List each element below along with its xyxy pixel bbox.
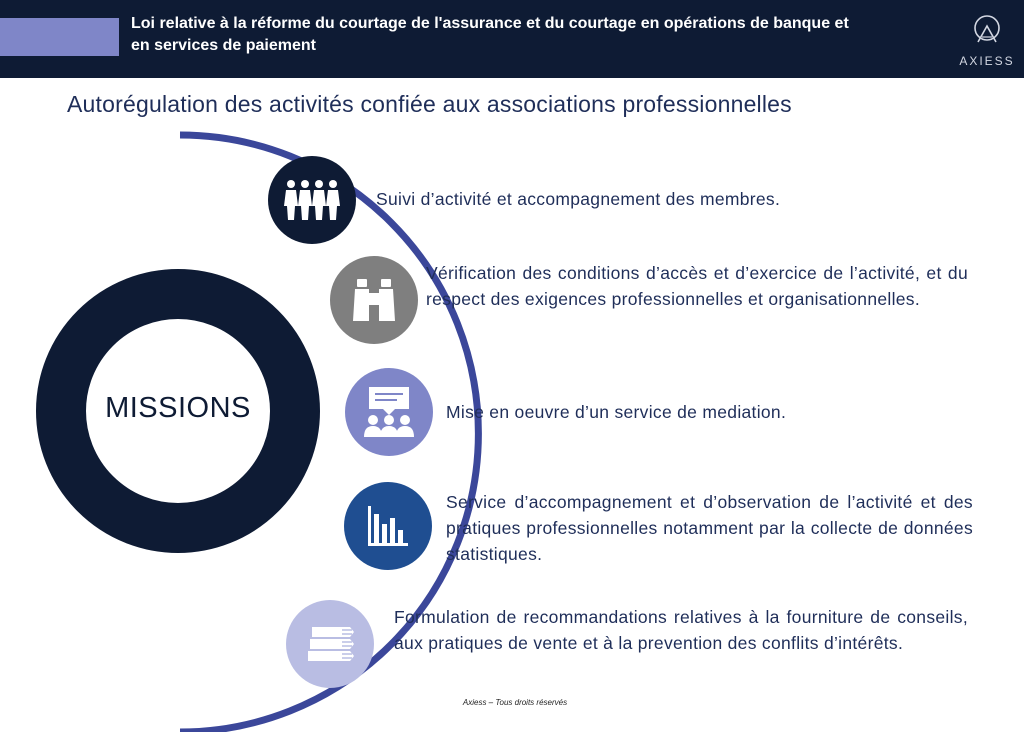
header-title: Loi relative à la réforme du courtage de l'assurance et du courtage en opérations de banque et en services de paiement xyxy=(131,15,849,54)
mission-2-text: Vérification des conditions d’accès et d’exercice de l’activité, et du respect des exigences professionnelles et organisationnelles. xyxy=(426,263,968,309)
mission-3-text: Mise en oeuvre d’un service de mediation. xyxy=(446,402,787,422)
mission-3-circle xyxy=(345,368,433,456)
binoculars-icon xyxy=(347,273,401,327)
mission-2-circle xyxy=(330,256,418,344)
missions-label: MISSIONS xyxy=(105,392,251,424)
mission-4-circle xyxy=(344,482,432,570)
mission-5-circle xyxy=(286,600,374,688)
mission-5-text: Formulation de recommandations relatives à la fourniture de conseils, aux pratiques de vente et à la prevention des conflits d’intérêts. xyxy=(394,607,968,653)
mission-1-circle xyxy=(268,156,356,244)
people-icon xyxy=(280,176,344,224)
footer-copyright: Axiess – Tous droits réservés xyxy=(462,698,568,707)
logo-text: AXIESS xyxy=(959,54,1015,68)
page-title: Autorégulation des activités confiée aux associations professionnelles xyxy=(67,91,792,117)
mission-4-text: Service d’accompagnement et d’observation de l’activité et des pratiques professionnelles notamment par la collecte de données statistiques. xyxy=(446,492,973,564)
mission-1-text: Suivi d’activité et accompagnement des membres. xyxy=(376,189,781,209)
bar-chart-icon xyxy=(364,502,412,550)
meeting-icon xyxy=(361,385,417,439)
books-icon xyxy=(304,621,356,667)
